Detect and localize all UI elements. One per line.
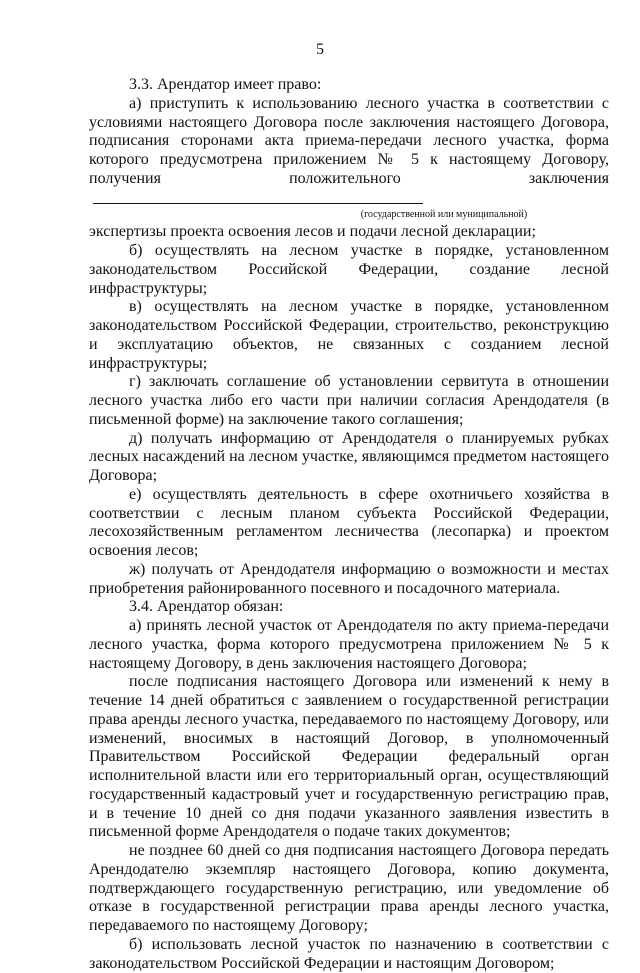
- clause-3-4-b: б) использовать лесной участок по назначению в соответствии с законодательством Российской Федерации и настоящим Договором;: [89, 935, 609, 972]
- clause-3-3-e: е) осуществлять деятельность в сфере охотничьего хозяйства в соответствии с лесным планом субъекта Российской Федерации, лесохозяйственным регламентом лесничества (лесопарка) и проектом освоения лесов;: [89, 485, 609, 559]
- clause-3-4-a-transfer: не позднее 60 дней со дня подписания настоящего Договора передать Арендодателю экземпляр настоящего Договора, копию документа, подтверждающего государственную регистрацию, или уведомление об отказе в государственной регистрации права аренды лесного участка, передаваемого по настоящему Договору;: [89, 842, 609, 934]
- clause-3-3-a-continuation: экспертизы проекта освоения лесов и подачи лесной декларации;: [89, 223, 536, 241]
- blank-caption: (государственной или муниципальной): [360, 209, 528, 221]
- section-3-3-heading: 3.3. Арендатор имеет право:: [129, 76, 322, 93]
- blank-line: [93, 189, 423, 204]
- clause-3-4-a: а) принять лесной участок от Арендодателя по акту приема-передачи лесного участка, форма которого предусмотрена приложением № 5 к настоящему Договору, в день заключения настоящего Договора;: [89, 617, 609, 672]
- clause-3-3-zh: ж) получать от Арендодателя информацию о возможности и местах приобретения районированного посевного и посадочного материала.: [89, 560, 609, 597]
- clause-3-3-a: [89, 95, 609, 210]
- clause-3-3-a-text: а) приступить к использованию лесного участка в соответствии с условиями настоящего Договора после заключения настоящего Договора, подписания сторонами акта приема-передачи лесного участка, форма которого предусмотрена приложением № 5 к настоящему Договору, получения положительного заключения: [89, 94, 609, 187]
- document-body: [89, 76, 609, 973]
- clause-3-3-b: б) осуществлять на лесном участке в порядке, установленном законодательством Российской Федерации, создание лесной инфраструктуры;: [89, 242, 609, 297]
- clause-3-3-d: д) получать информацию от Арендодателя о планируемых рубках лесных насаждений на лесном участке, являющимся предметом настоящего Договора;: [89, 429, 609, 484]
- section-3-4-heading: 3.4. Арендатор обязан:: [129, 598, 284, 616]
- clause-3-3-v: в) осуществлять на лесном участке в порядке, установленном законодательством Российской Федерации, строительство, реконструкцию и эксплуатацию объектов, не связанных с созданием лесной инфраструктуры;: [89, 298, 609, 372]
- page-number: 5: [316, 41, 324, 58]
- clause-3-4-a-registration: после подписания настоящего Договора или изменений к нему в течение 14 дней обратиться с заявлением о государственной регистрации права аренды лесного участка, передаваемого по настоящему Договору, или изменений, вносимых в настоящий Договор, в уполномоченный Правительством Российской Федерации федеральный орган исполнительной власти или его территориальный орган, осуществляющий государственный кадастровый учет и государственную регистрацию прав, и в течение 10 дней со дня подачи указанного заявления известить в письменной форме Арендодателя о подаче таких документов;: [89, 673, 609, 841]
- clause-3-3-g: г) заключать соглашение об установлении сервитута в отношении лесного участка либо его части при наличии согласия Арендодателя (в письменной форме) на заключение такого соглашения;: [89, 373, 609, 428]
